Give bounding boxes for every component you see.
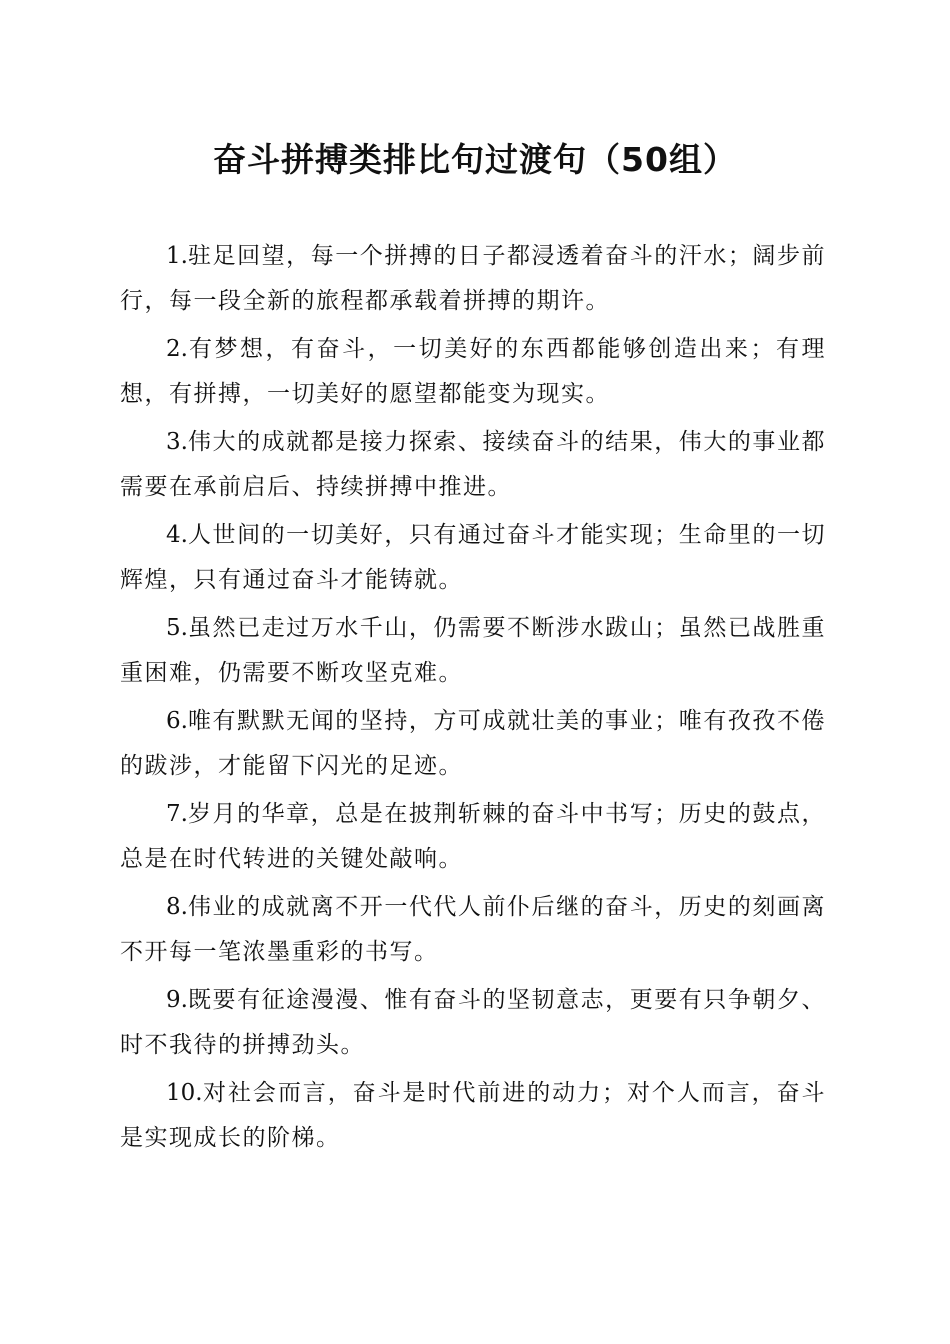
item-text: 驻足回望，每一个拼搏的日子都浸透着奋斗的汗水；阔步前行，每一段全新的旅程都承载着拼搏的期许。: [120, 243, 826, 314]
item-number: 10.: [166, 1080, 203, 1106]
item-text: 有梦想，有奋斗，一切美好的东西都能够创造出来；有理想，有拼搏，一切美好的愿望都能变为现实。: [120, 336, 826, 407]
item-number: 3.: [166, 429, 188, 455]
list-item: [120, 513, 826, 602]
item-number: 5.: [166, 615, 188, 641]
item-text: 岁月的华章，总是在披荆斩棘的奋斗中书写；历史的鼓点，总是在时代转进的关键处敲响。: [120, 801, 826, 872]
document-body: [120, 234, 826, 1164]
list-item: [120, 1071, 826, 1160]
item-number: 4.: [166, 522, 188, 548]
item-number: 9.: [166, 987, 188, 1013]
item-text: 既要有征途漫漫、惟有奋斗的坚韧意志，更要有只争朝夕、时不我待的拼搏劲头。: [120, 987, 826, 1058]
item-text: 人世间的一切美好，只有通过奋斗才能实现；生命里的一切辉煌，只有通过奋斗才能铸就。: [120, 522, 826, 593]
list-item: [120, 699, 826, 788]
item-text: 伟大的成就都是接力探索、接续奋斗的结果，伟大的事业都需要在承前启后、持续拼搏中推进。: [120, 429, 826, 500]
document-title: 奋斗拼搏类排比句过渡句（50组）: [213, 140, 737, 179]
list-item: [120, 606, 826, 695]
list-item: [120, 885, 826, 974]
item-text: 伟业的成就离不开一代代人前仆后继的奋斗，历史的刻画离不开每一笔浓墨重彩的书写。: [120, 894, 826, 965]
item-number: 7.: [166, 801, 188, 827]
item-number: 8.: [166, 894, 188, 920]
item-number: 6.: [166, 708, 188, 734]
item-text: 虽然已走过万水千山，仍需要不断涉水跋山；虽然已战胜重重困难，仍需要不断攻坚克难。: [120, 615, 826, 686]
list-item: [120, 327, 826, 416]
list-item: [120, 234, 826, 323]
item-number: 1.: [166, 243, 188, 269]
list-item: [120, 420, 826, 509]
list-item: [120, 792, 826, 881]
list-item: [120, 978, 826, 1067]
item-text: 唯有默默无闻的坚持，方可成就壮美的事业；唯有孜孜不倦的跋涉，才能留下闪光的足迹。: [120, 708, 826, 779]
item-text: 对社会而言，奋斗是时代前进的动力；对个人而言，奋斗是实现成长的阶梯。: [120, 1080, 826, 1151]
item-number: 2.: [166, 336, 188, 362]
